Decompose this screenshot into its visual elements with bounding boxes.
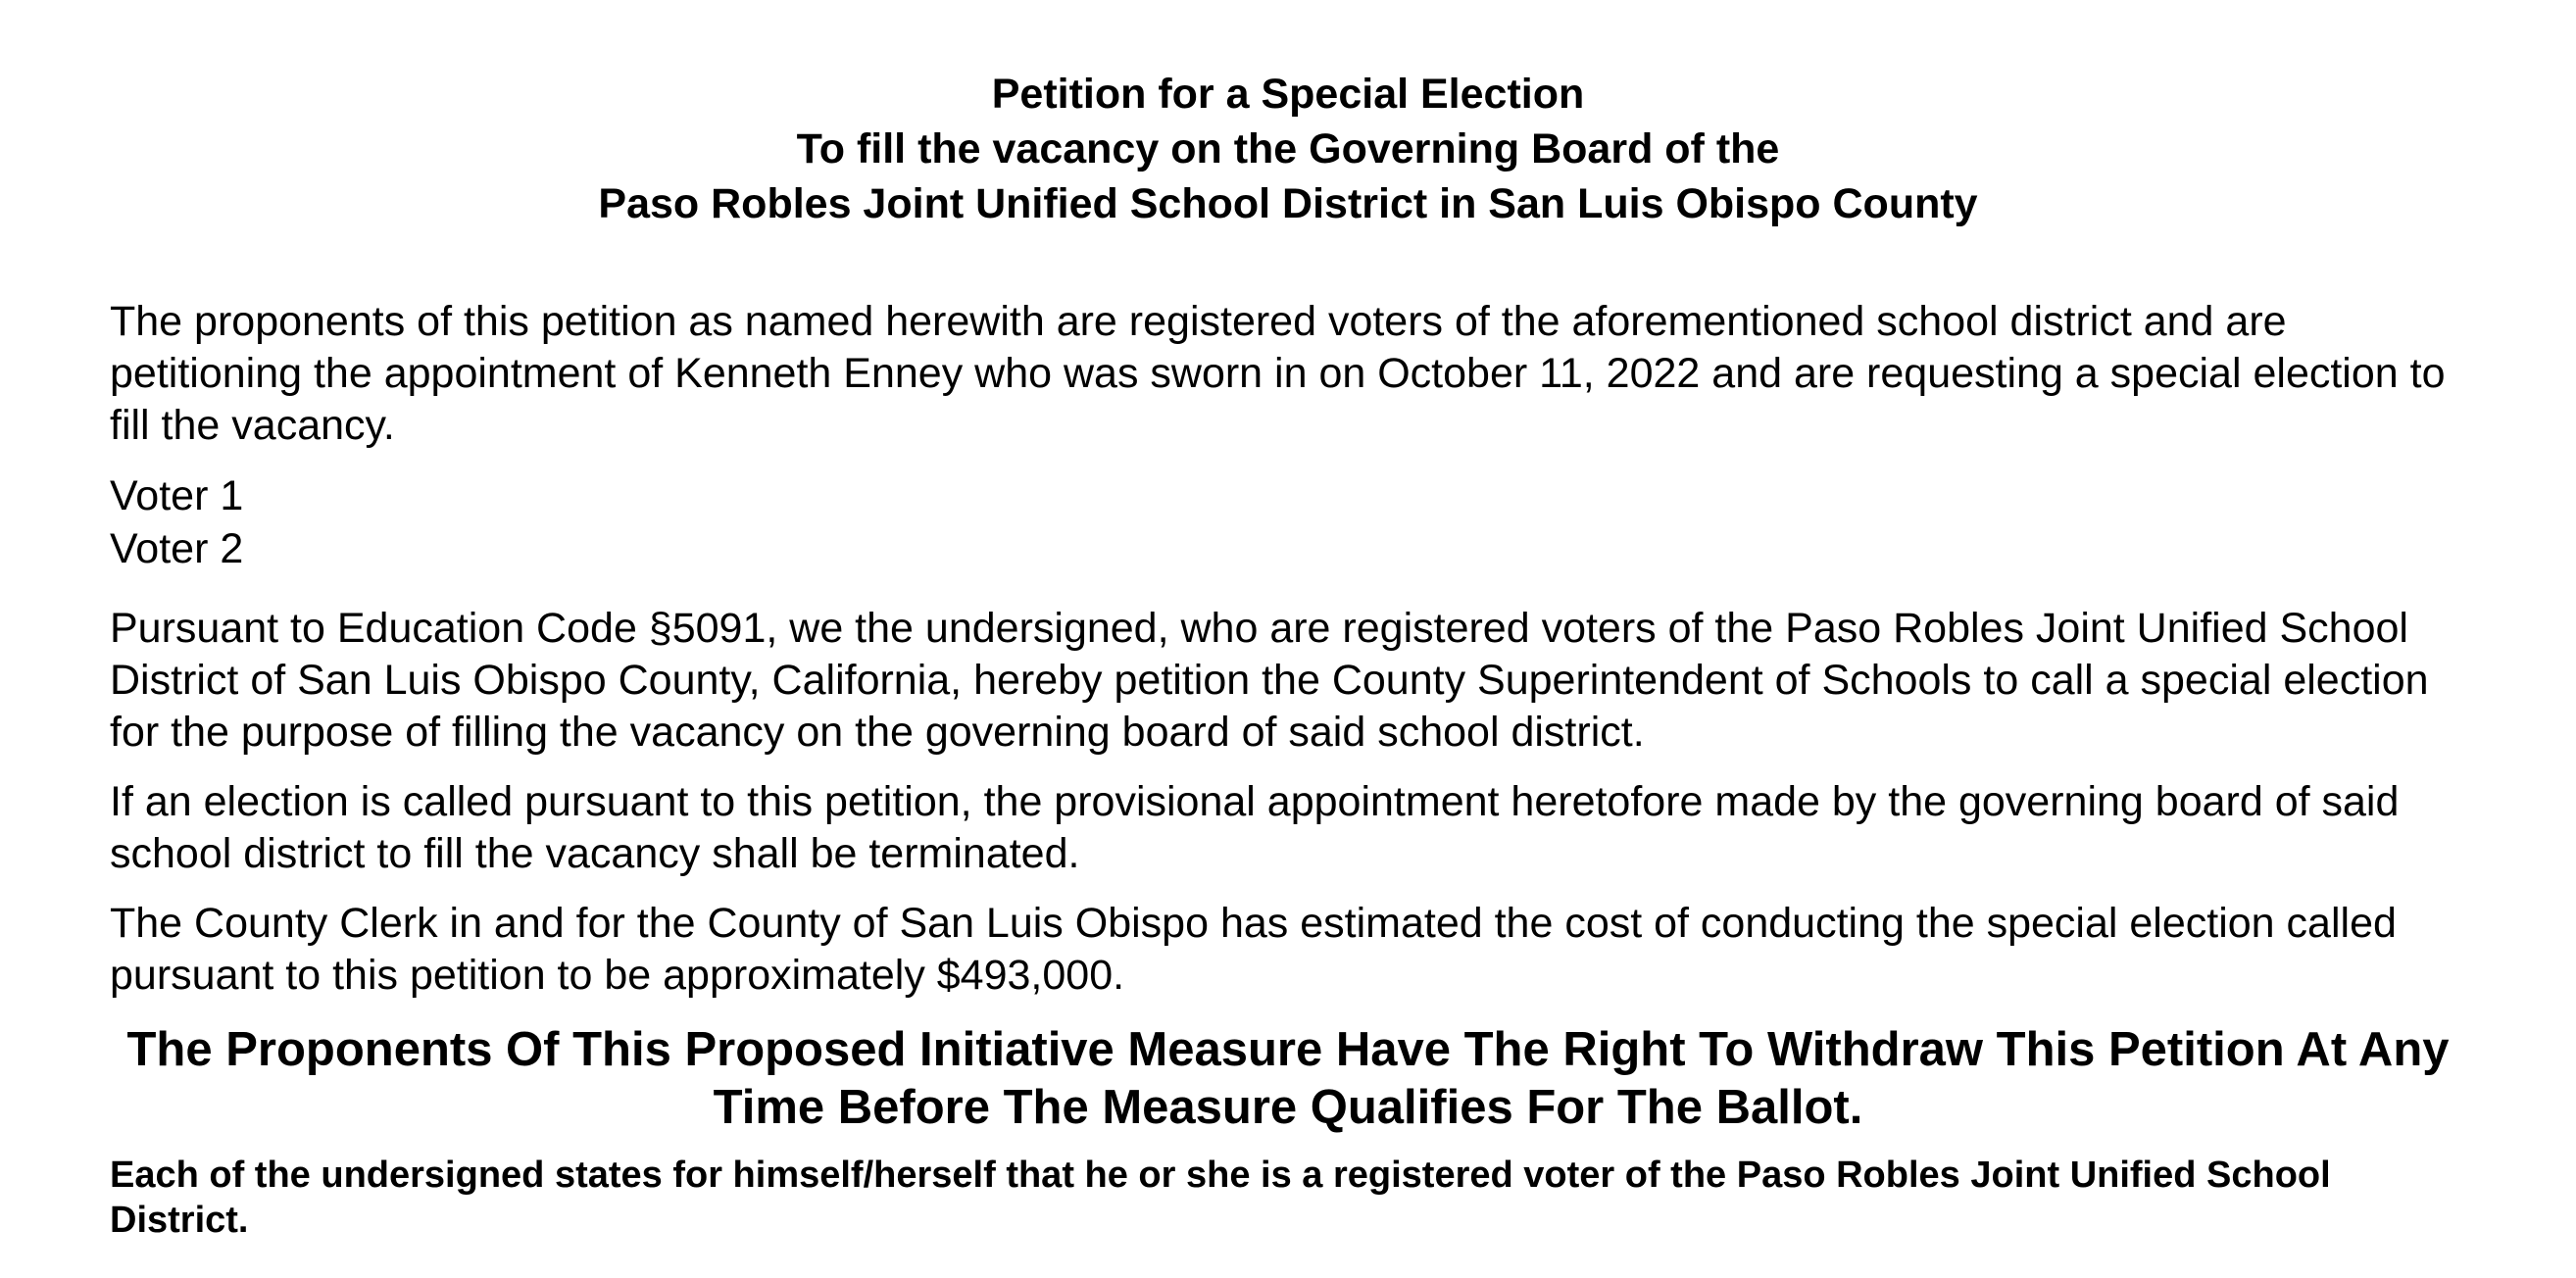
termination-paragraph: If an election is called pursuant to this petition, the provisional appointment heretofore made by the governing board of said school district to fill the vacancy shall be terminated. <box>110 778 2400 877</box>
voter-attestation: Each of the undersigned states for himself/herself that he or she is a registered voter of the Paso Robles Joint Unified School District. <box>110 1155 2331 1241</box>
education-code-paragraph: Pursuant to Education Code §5091, we the undersigned, who are registered voters of the Paso Robles Joint Unified School District of San Luis Obispo County, California, hereby petition the County Superintendent of Schools to call a special election for the purpose of filling the vacancy on the governing board of said school district. <box>110 605 2429 756</box>
voter-item: Voter 1 <box>110 472 244 519</box>
title-line-3: Paso Robles Joint Unified School District in San Luis Obispo County <box>598 180 1978 227</box>
title-line-1: Petition for a Special Election <box>991 71 1585 118</box>
title-line-2: To fill the vacancy on the Governing Board of the <box>796 125 1780 172</box>
cost-estimate-paragraph: The County Clerk in and for the County of San Luis Obispo has estimated the cost of conducting the special election called pursuant to this petition to be approximately $493,000. <box>110 900 2397 999</box>
withdrawal-notice: The Proponents Of This Proposed Initiative Measure Have The Right To Withdraw This Petition At Any Time Before The Measure Qualifies For The Ballot. <box>126 1023 2450 1134</box>
petition-title <box>110 67 2466 231</box>
voter-item: Voter 2 <box>110 525 244 572</box>
voter-list <box>110 469 2466 575</box>
intro-paragraph: The proponents of this petition as named herewith are registered voters of the aforementioned school district and are petitioning the appointment of Kenneth Enney who was sworn in on October 11, 2022 and are requesting a special election to fill the vacancy. <box>110 298 2446 449</box>
